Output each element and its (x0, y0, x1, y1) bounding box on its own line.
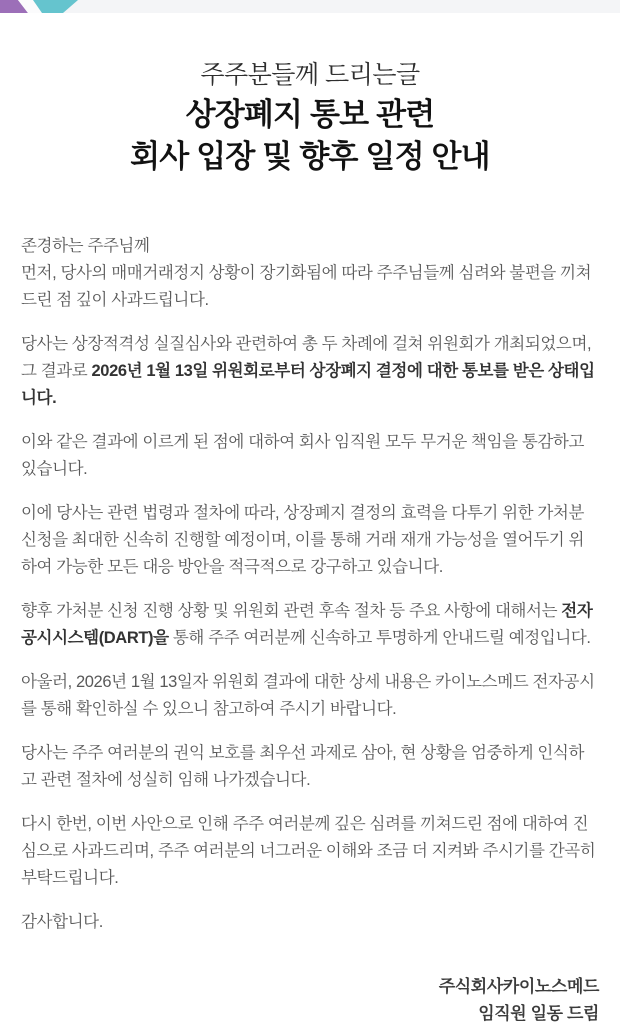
notice-title-line2: 회사 입장 및 향후 일정 안내 (130, 139, 490, 174)
notice-header (0, 0, 620, 178)
signature-staff: 임직원 일동 드림 (478, 1004, 599, 1023)
paragraph-bold-text: 2026년 1월 13일 위원회로부터 상장폐지 결정에 대한 통보를 받은 상태입니다. (21, 362, 595, 407)
paragraph-text: 향후 가처분 신청 진행 상황 및 위원회 관련 후속 절차 등 주요 사항에 대해서는 (21, 602, 562, 620)
paragraph-text: 당사는 주주 여러분의 권익 보호를 최우선 과제로 삼아, 현 상황을 엄중하게 인식하고 관련 절차에 성실히 임해 나가겠습니다. (21, 744, 584, 789)
paragraph-text: 먼저, 당사의 매매거래정지 상황이 장기화됨에 따라 주주님들께 심려와 불편을 끼쳐드린 점 깊이 사과드립니다. (21, 264, 592, 309)
paragraph (21, 909, 599, 936)
notice-title-line1: 상장폐지 통보 관련 (185, 97, 435, 132)
paragraph (21, 740, 599, 794)
letter-body (21, 233, 599, 936)
paragraph (21, 811, 599, 892)
paragraph-text: 당사는 상장적격성 실질심사와 관련하여 총 두 차례에 걸쳐 위원회가 개최되었으며, 그 결과로 (21, 335, 592, 380)
signature-company: 주식회사카이노스메드 (438, 977, 599, 996)
paragraph (21, 331, 599, 412)
paragraph (21, 233, 599, 314)
paragraph (21, 669, 599, 723)
company-logo-icon (0, 0, 80, 13)
paragraph (21, 429, 599, 483)
paragraph-text: 존경하는 주주님께 (21, 237, 150, 255)
paragraph-text: 통해 주주 여러분께 신속하고 투명하게 안내드릴 예정입니다. (168, 629, 591, 647)
paragraph (21, 598, 599, 652)
signature-block (21, 973, 599, 1027)
paragraph-text: 감사합니다. (21, 913, 103, 931)
paragraph-text: 이와 같은 결과에 이르게 된 점에 대하여 회사 임직원 모두 무거운 책임을 통감하고 있습니다. (21, 433, 584, 478)
top-strip (0, 0, 620, 13)
paragraph-text: 이에 당사는 관련 법령과 절차에 따라, 상장폐지 결정의 효력을 다투기 위한 가처분 신청을 최대한 신속히 진행할 예정이며, 이를 통해 거래 재개 가능성을 열어두기 위하여 가능한 모든 대응 방안을 적극적으로 강구하고 있습니다. (21, 504, 584, 576)
paragraph-bold-text: 전자공시시스템(DART)을 (21, 602, 593, 647)
paragraph-text: 아울러, 2026년 1월 13일자 위원회 결과에 대한 상세 내용은 카이노스메드 전자공시를 통해 확인하실 수 있으니 참고하여 주시기 바랍니다. (21, 673, 595, 718)
paragraph (21, 500, 599, 581)
notice-subtitle: 주주분들께 드리는글 (200, 61, 420, 89)
paragraph-text: 다시 한번, 이번 사안으로 인해 주주 여러분께 깊은 심려를 끼쳐드린 점에 대하여 진심으로 사과드리며, 주주 여러분의 너그러운 이해와 조금 더 지켜봐 주시기를 간곡히 부탁드립니다. (21, 815, 596, 887)
